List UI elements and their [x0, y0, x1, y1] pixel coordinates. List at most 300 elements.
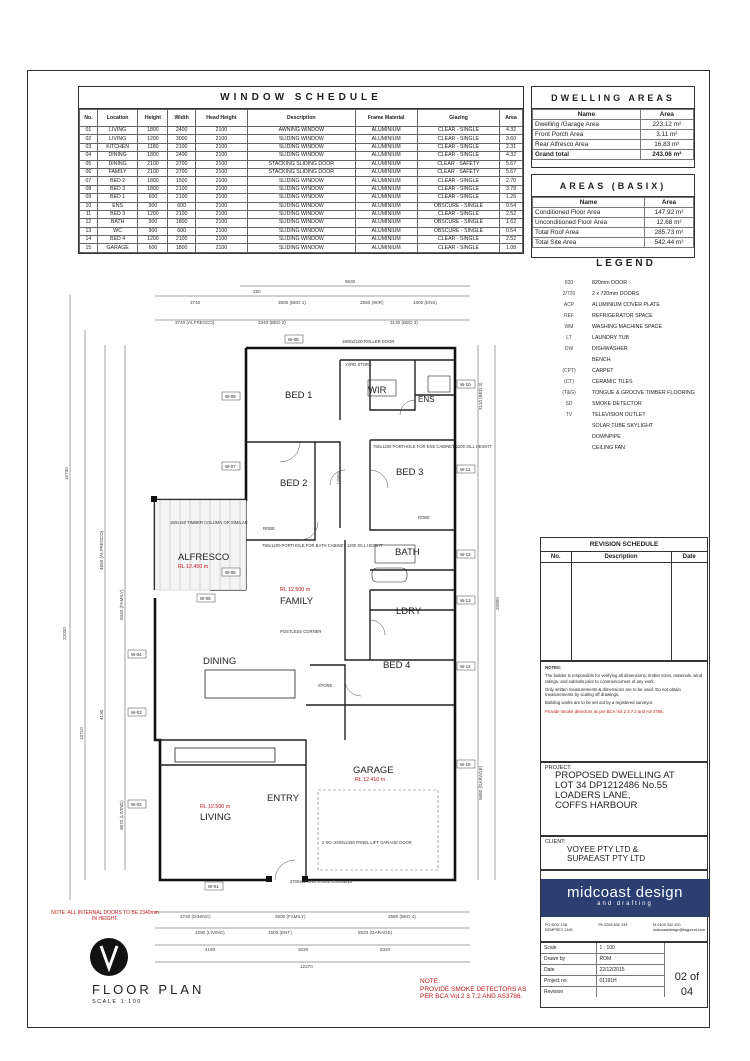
legend-item: [546, 321, 706, 332]
note-smoke-line: Provide smoke detectors as per BCA Vol.2 3.7.2 and AS 3786.: [545, 708, 664, 714]
client-label: CLIENT:: [545, 839, 566, 845]
legend-item: [546, 442, 706, 453]
svg-text:W-14: W-14: [460, 664, 471, 669]
ws-cell: 2100: [195, 152, 247, 160]
company-subtitle: and drafting: [597, 901, 653, 907]
ws-cell: 1800: [138, 177, 168, 185]
ws-cell: AWNING WINDOW: [248, 127, 355, 135]
contact-line: Ph 0265 632 133: [598, 923, 628, 927]
ws-cell: ENS: [97, 202, 138, 210]
ws-cell: 12: [80, 219, 98, 227]
garage-door-outline: [318, 790, 438, 870]
ws-cell: OBSCURE - SINGLE: [417, 219, 499, 227]
ws-cell: 2100: [195, 194, 247, 202]
ws-cell: 1.26: [500, 194, 523, 202]
ws-cell: WC: [97, 227, 138, 235]
dim-bottom: 12370: [300, 964, 313, 969]
legend-label: 820mm DOOR: [592, 279, 628, 286]
svg-text:W-07: W-07: [225, 464, 236, 469]
ws-cell: 2100: [168, 185, 195, 193]
dim-right: 3110 (BED 3): [478, 382, 483, 410]
ws-cell: BED 1: [97, 194, 138, 202]
ws-cell: SLIDING WINDOW: [248, 219, 355, 227]
ws-cell: DINING: [97, 152, 138, 160]
ws-cell: ALUMINIUM: [355, 177, 417, 185]
dim-bottom: 5520 (GARAGE): [358, 930, 393, 935]
legend-item: [546, 398, 706, 409]
rl-garage: RL 12.410 m: [355, 777, 386, 783]
svg-text:W-13: W-13: [460, 598, 471, 603]
client-line: SUPAEAST PTY LTD: [567, 854, 646, 863]
ws-cell: 1800: [168, 244, 195, 252]
ws-cell: 2100: [195, 236, 247, 244]
ws-cell: CLEAR - SINGLE: [417, 152, 499, 160]
rev-col-no: No.: [541, 552, 571, 562]
ws-cell: OBSCURE - SINGLE: [417, 227, 499, 235]
ws-cell: 2700: [168, 160, 195, 168]
ws-cell: 1800: [138, 152, 168, 160]
dim-left: 22030: [62, 627, 67, 640]
ws-cell: ALUMINIUM: [355, 244, 417, 252]
legend-symbol-icon: (T&G): [562, 389, 576, 396]
ws-cell: LIVING: [97, 127, 138, 135]
legend-label: WASHING MACHINE SPACE: [592, 323, 663, 330]
legend-item: [546, 332, 706, 343]
ws-cell: SLIDING WINDOW: [248, 244, 355, 252]
ws-cell: 600: [168, 227, 195, 235]
ws-cell: 1180: [138, 143, 168, 151]
ws-cell: ALUMINIUM: [355, 219, 417, 227]
ws-cell: 2100: [195, 185, 247, 193]
ws-cell: KITCHEN: [97, 143, 138, 151]
room-label-robe-bed3: ROBE: [418, 515, 430, 520]
ws-cell: SLIDING WINDOW: [248, 202, 355, 210]
ws-cell: CLEAR - SINGLE: [417, 236, 499, 244]
dim-bottom: 1500 (ENT): [268, 930, 292, 935]
client-block: [540, 836, 708, 870]
room-label-ens: ENS: [418, 395, 435, 404]
annotation-garage-door: 2 NO. 2400x2150 PANEL LIFT GARAGE DOOR: [322, 840, 412, 845]
ws-cell: BATH: [97, 219, 138, 227]
svg-text:W-02: W-02: [131, 802, 142, 807]
ws-cell: 2100: [138, 160, 168, 168]
room-label-robe: ROBE: [263, 526, 275, 531]
rl-living: RL 12.500 m: [200, 804, 231, 810]
ws-cell: 2100: [195, 219, 247, 227]
ws-cell: 05: [80, 160, 98, 168]
ws-cell: CLEAR - SAFETY: [417, 160, 499, 168]
ws-col-header: Frame Material: [355, 110, 417, 127]
legend-item: [546, 376, 706, 387]
dim-top: 9630: [345, 279, 356, 284]
ws-cell: 2100: [195, 127, 247, 135]
ws-cell: 2100: [195, 202, 247, 210]
notes-block: [540, 661, 708, 762]
ws-cell: 1.62: [500, 219, 523, 227]
dim-top: 3500 (BED 1): [278, 300, 306, 305]
ws-cell: 2100: [195, 177, 247, 185]
project-label: PROJECT:: [545, 765, 572, 771]
ws-cell: 11: [80, 210, 98, 218]
tb-label: Date: [541, 965, 596, 976]
ws-cell: 02: [80, 135, 98, 143]
note-line: PER BCA Vol.2 3.7.2 AND AS3786.: [420, 993, 523, 1000]
room-label-bed4: BED 4: [383, 660, 411, 671]
tb-value: 1 : 100: [596, 943, 664, 954]
table-row: [533, 218, 694, 228]
ws-cell: 3000: [168, 135, 195, 143]
legend-item: [546, 365, 706, 376]
rl-alfresco: RL 12.450 m: [178, 564, 209, 570]
legend-symbol-icon: LT: [566, 334, 572, 341]
area-name: Conditioned Floor Area: [533, 208, 645, 218]
tb-row: [541, 975, 664, 986]
area-value: 542.44 m²: [644, 238, 693, 248]
table-row: [533, 238, 694, 248]
dim-bottom: 6320: [380, 947, 391, 952]
room-label-living: LIVING: [200, 812, 232, 823]
notes-heading: NOTES:: [545, 665, 562, 670]
revision-schedule: [540, 537, 708, 661]
ws-cell: 1500: [168, 177, 195, 185]
legend-label: ALUMINIUM COVER PLATE: [592, 301, 660, 308]
svg-text:W-01: W-01: [208, 884, 219, 889]
ws-cell: ALUMINIUM: [355, 168, 417, 176]
legend-label: DOWNPIPE: [592, 433, 621, 440]
ws-cell: OBSCURE - SINGLE: [417, 202, 499, 210]
ws-cell: 2400: [168, 152, 195, 160]
ws-cell: CLEAR - SINGLE: [417, 143, 499, 151]
ws-cell: LIVING: [97, 135, 138, 143]
legend-symbol-icon: 820: [564, 279, 574, 286]
svg-text:W-06: W-06: [225, 570, 236, 575]
ws-cell: 2100: [195, 168, 247, 176]
legend-label: TELEVISION OUTLET: [592, 411, 646, 418]
tb-label: Scale: [541, 943, 596, 954]
dim-top: 1800 (ENS): [413, 300, 438, 305]
area-name: Unconditioned Floor Area: [533, 218, 645, 228]
room-label-store: STORE: [318, 683, 333, 688]
dim-left: 5040 (FAMILY): [119, 589, 124, 620]
room-label-yard-store: YARD STORE: [345, 362, 372, 367]
contact-line: PO BOX 108: [545, 923, 567, 927]
legend-item: [546, 420, 706, 431]
note-line: PROVIDE SMOKE DETECTORS AS: [420, 985, 527, 993]
ws-cell: CLEAR - SINGLE: [417, 244, 499, 252]
ws-cell: 01: [80, 127, 98, 135]
area-value: 285.73 m²: [644, 228, 693, 238]
legend-label: DISHWASHER: [592, 345, 628, 352]
table-row: [533, 228, 694, 238]
ws-cell: ALUMINIUM: [355, 202, 417, 210]
svg-text:W-15: W-15: [460, 762, 471, 767]
ws-col-header: Description: [248, 110, 355, 127]
legend-item: [546, 409, 706, 420]
room-label-garage: GARAGE: [353, 765, 394, 776]
note-line: NOTE:: [420, 978, 440, 985]
tb-label: Revision: [541, 986, 596, 997]
area-value: 3.11 m²: [640, 130, 693, 140]
dwelling-areas: [531, 86, 695, 168]
legend-symbol-icon: ACP: [563, 301, 575, 308]
legend-item: [546, 387, 706, 398]
ws-cell: 2100: [168, 236, 195, 244]
project-block: [540, 762, 708, 836]
svg-text:W-03: W-03: [131, 710, 142, 715]
ws-cell: ALUMINIUM: [355, 194, 417, 202]
ws-cell: 4.32: [500, 127, 523, 135]
annotation-timber-column: 150x150 TIMBER COLUMN OR SIMILAR: [170, 520, 248, 525]
north-arrow-icon: [90, 938, 128, 976]
area-name: Front Porch Area: [533, 130, 641, 140]
timber-column: [151, 496, 157, 502]
sheet-total: 04: [680, 986, 694, 998]
table-row: [533, 130, 694, 140]
ws-cell: ALUMINIUM: [355, 160, 417, 168]
tb-value: 22/12/2015: [596, 965, 664, 976]
legend-symbol-icon: SD: [565, 400, 573, 407]
ws-cell: BED 4: [97, 236, 138, 244]
legend-item: [546, 288, 706, 299]
ws-cell: 2100: [195, 227, 247, 235]
ws-cell: SLIDING WINDOW: [248, 194, 355, 202]
ws-cell: 2100: [195, 244, 247, 252]
dim-bottom: 2580 (BED 4): [388, 914, 416, 919]
ws-cell: 0.54: [500, 227, 523, 235]
ws-cell: 1800: [138, 127, 168, 135]
ws-cell: 5.67: [500, 168, 523, 176]
room-label-bath: BATH: [395, 547, 420, 558]
kitchen-island: [205, 670, 295, 698]
ws-cell: 13: [80, 227, 98, 235]
project-line: COFFS HARBOUR: [555, 800, 638, 811]
dim-left: 10730: [64, 467, 69, 480]
legend-item: [546, 310, 706, 321]
legend-label: CEILING FAN: [592, 444, 625, 451]
grand-total-row: [533, 150, 694, 160]
ws-cell: ALUMINIUM: [355, 127, 417, 135]
brand-block: [540, 870, 708, 942]
legend-label: SMOKE DETECTOR: [592, 400, 642, 407]
dim-left: 3670 (LIVING): [119, 800, 124, 830]
legend-item: [546, 431, 706, 442]
note-line: Only written measurements & dimensions are to be used. Do not obtain measurements by scaling off drawings.: [545, 686, 681, 698]
note-smoke-detectors: [420, 978, 540, 1001]
title-block: [540, 942, 708, 1008]
tb-row: [541, 943, 664, 954]
tb-value: [596, 986, 664, 997]
legend-label: REFRIGERATOR SPACE: [592, 312, 653, 319]
ws-cell: SLIDING WINDOW: [248, 135, 355, 143]
legend-symbol-icon: (CPT): [562, 367, 576, 374]
ws-cell: 600: [138, 244, 168, 252]
room-label-wir: WIR: [368, 385, 387, 396]
rev-divider: [671, 562, 672, 661]
ws-cell: SLIDING WINDOW: [248, 143, 355, 151]
ws-cell: ALUMINIUM: [355, 143, 417, 151]
ws-cell: 2100: [168, 194, 195, 202]
sheet-number: [665, 964, 709, 1008]
contact-line: midcoastdesign@bigpond.com: [653, 927, 705, 932]
dim-top: 3740 (ALFRESCO): [175, 320, 215, 325]
legend-symbol-icon: TV: [565, 411, 573, 418]
legend-label: BENCH: [592, 356, 611, 363]
room-label-family: FAMILY: [280, 596, 314, 607]
legend-symbol-icon: DW: [564, 345, 574, 352]
col-area: Area: [644, 198, 693, 208]
annotation-bath-porthole: 750x1200 PORTHOLE FOR BATH CABINET 1200 SILL HEIGHT: [262, 543, 383, 548]
ws-cell: 900: [138, 202, 168, 210]
ws-cell: 2.70: [500, 177, 523, 185]
steel-column: [266, 876, 272, 882]
legend-label: CERAMIC TILES: [592, 378, 633, 385]
note-line: The builder is responsible for verifying all dimensions, timber sizes, materials, wind ratings, and subsoils prior to commencement of any work.: [545, 673, 703, 684]
ws-cell: CLEAR - SINGLE: [417, 177, 499, 185]
area-value: 16.83 m²: [640, 140, 693, 150]
ws-col-header: Area: [500, 110, 523, 127]
legend-title: LEGEND: [596, 258, 656, 269]
area-name: Total Roof Area: [533, 228, 645, 238]
ws-col-header: Glazing: [417, 110, 499, 127]
ws-col-header: Width: [168, 110, 195, 127]
ws-cell: CLEAR - SINGLE: [417, 210, 499, 218]
ws-cell: 0.54: [500, 202, 523, 210]
ws-col-header: Location: [97, 110, 138, 127]
legend-symbol-icon: (CT): [564, 378, 574, 385]
room-label-alfresco: ALFRESCO: [178, 552, 230, 563]
ws-cell: 10: [80, 202, 98, 210]
ws-cell: ALUMINIUM: [355, 185, 417, 193]
ws-cell: CLEAR - SINGLE: [417, 194, 499, 202]
rev-divider: [571, 562, 572, 661]
legend-item: [546, 354, 706, 365]
note-internal-doors: NOTE: ALL INTERNAL DOORS TO BE 2340mm IN HEIGHT.: [51, 910, 159, 922]
ws-cell: 5.67: [500, 160, 523, 168]
total-label: Grand total: [533, 150, 641, 160]
room-label-bed2: BED 2: [280, 478, 308, 489]
revision-title: REVISION SCHEDULE: [541, 538, 707, 552]
ws-cell: 1800: [138, 185, 168, 193]
areas-basix: [531, 174, 695, 258]
ws-cell: 2.31: [500, 143, 523, 151]
note-line: Building works are to be set out by a registered surveyor.: [545, 700, 654, 706]
ws-cell: 1800: [168, 219, 195, 227]
ens-shower: [428, 376, 450, 392]
ws-cell: 2400: [168, 127, 195, 135]
ws-cell: SLIDING WINDOW: [248, 236, 355, 244]
kitchen-bench: [175, 748, 275, 762]
ws-cell: SLIDING WINDOW: [248, 177, 355, 185]
ws-cell: GARAGE: [97, 244, 138, 252]
ws-cell: 2.52: [500, 210, 523, 218]
legend-symbol-icon: WM: [564, 323, 574, 330]
svg-text:W-05: W-05: [200, 596, 211, 601]
company-contact: [545, 923, 705, 932]
dim-top: 3740: [190, 300, 201, 305]
ws-cell: 14: [80, 236, 98, 244]
room-label-linen: LINEN: [336, 471, 341, 484]
table-row: [533, 120, 694, 130]
ws-cell: 2100: [195, 160, 247, 168]
tb-value: 01191H: [596, 975, 664, 986]
ws-cell: ALUMINIUM: [355, 210, 417, 218]
svg-text:W-04: W-04: [131, 652, 142, 657]
alfresco-hatch: [155, 500, 246, 590]
annotation-roller-door: 1800x2100 ROLLER DOOR: [342, 339, 395, 344]
ws-cell: 04: [80, 152, 98, 160]
ws-cell: SLIDING WINDOW: [248, 210, 355, 218]
project-line: PROPOSED DWELLING AT: [555, 770, 675, 781]
room-label-bed1: BED 1: [285, 390, 313, 401]
dim-bottom: 4290 (LIVING): [195, 930, 225, 935]
dim-left: 4130: [99, 709, 104, 720]
window-tags: [128, 335, 475, 890]
legend: [546, 258, 706, 453]
room-label-bed3: BED 3: [396, 467, 424, 478]
col-name: Name: [533, 110, 641, 120]
ws-cell: DINING: [97, 160, 138, 168]
dim-top: 3340 (BED 2): [258, 320, 286, 325]
ws-cell: 900: [138, 227, 168, 235]
ws-cell: BED 2: [97, 177, 138, 185]
rev-col-description: Description: [571, 552, 671, 562]
ws-col-header: No.: [80, 110, 98, 127]
company-logo: [541, 879, 709, 917]
area-value: 223.12 m²: [640, 120, 693, 130]
ws-cell: 600: [138, 194, 168, 202]
tb-row: [541, 986, 664, 997]
ws-cell: STACKING SLIDING DOOR: [248, 168, 355, 176]
ws-cell: CLEAR - SINGLE: [417, 127, 499, 135]
ws-cell: 2100: [138, 168, 168, 176]
col-name: Name: [533, 198, 645, 208]
ws-cell: 2700: [168, 168, 195, 176]
window-schedule-title: WINDOW SCHEDULE: [79, 87, 523, 109]
legend-symbol-icon: 2/720: [562, 290, 576, 297]
dim-top: 250: [253, 289, 261, 294]
rl-family: RL 12.500 m: [280, 587, 311, 593]
areas-basix-title: AREAS (BASIX): [532, 175, 694, 197]
dim-right: 5680 (GARAGE): [478, 765, 483, 800]
ws-cell: 08: [80, 185, 98, 193]
floor-plan-scale: SCALE 1:100: [92, 999, 142, 1005]
ws-cell: 2100: [195, 143, 247, 151]
ws-cell: FAMILY: [97, 168, 138, 176]
ws-cell: 600: [168, 202, 195, 210]
legend-label: TONGUE & GROOVE TIMBER FLOORING: [592, 389, 695, 396]
legend-label: CARPET: [592, 367, 614, 374]
tb-row: [541, 954, 664, 965]
ws-cell: 2100: [168, 143, 195, 151]
company-name: midcoast design: [567, 884, 683, 901]
sheet-of: 02 of: [674, 971, 700, 983]
ws-cell: STACKING SLIDING DOOR: [248, 160, 355, 168]
legend-label: LAUNDRY TUB: [592, 334, 630, 341]
ws-cell: CLEAR - SINGLE: [417, 135, 499, 143]
area-value: 12.68 m²: [644, 218, 693, 228]
ws-cell: 900: [138, 219, 168, 227]
svg-text:W-11: W-11: [460, 467, 471, 472]
area-name: Rear Alfresco Area: [533, 140, 641, 150]
ws-col-header: Height: [138, 110, 168, 127]
rev-col-date: Date: [671, 552, 707, 562]
ws-cell: 3.60: [500, 135, 523, 143]
tb-label: Drawn by: [541, 954, 596, 965]
ws-cell: 15: [80, 244, 98, 252]
ws-cell: 07: [80, 177, 98, 185]
dim-bottom: 3740 (DINING): [180, 914, 211, 919]
dim-top: 2560 (WIR): [360, 300, 384, 305]
